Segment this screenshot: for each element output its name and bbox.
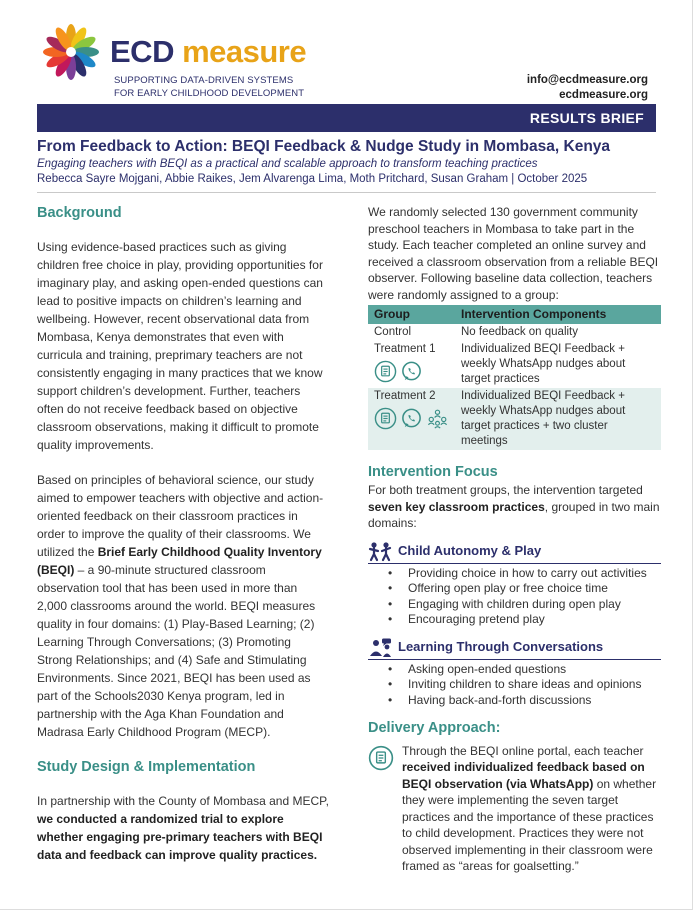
delivery-approach-heading: Delivery Approach: <box>368 720 501 736</box>
study-design-heading: Study Design & Implementation <box>37 759 256 775</box>
whatsapp-icon <box>400 407 423 430</box>
delivery-text-a: Through the BEQI online portal, each teacher <box>402 743 644 758</box>
background-paragraph-1: Using evidence-based practices such as giving children free choice in play, providing opportunities for imaginary play, and asking open-ended questions can lead to positive impacts on children’s learning and wellbeing. However, recent observational data from Mombasa, Kenya demonstrates that even with curricula and training, preprimary teachers are not consistently engaging in many practices that we know support children’s development. Further, teachers often do not receive feedback based on objective classroom observations, making it difficult to promote quality improvements. <box>37 240 323 452</box>
delivery-approach-block <box>368 743 661 877</box>
tagline-line2: FOR EARLY CHILDHOOD DEVELOPMENT <box>114 88 305 99</box>
feedback-report-icon <box>368 745 394 771</box>
header-divider <box>37 192 656 193</box>
table-row <box>368 388 661 450</box>
delivery-approach-text <box>402 743 661 875</box>
children-playing-icon <box>368 542 394 562</box>
study-design-paragraph <box>37 792 329 864</box>
intervention-focus-intro <box>368 482 661 532</box>
page-title: From Feedback to Action: BEQI Feedback & Nudge Study in Mombasa, Kenya <box>37 138 611 155</box>
tagline-line1: SUPPORTING DATA-DRIVEN SYSTEMS <box>114 75 294 86</box>
list-item: • Inviting children to share ideas and opinions <box>388 677 661 693</box>
domain-child-autonomy-title: Child Autonomy & Play <box>398 543 542 559</box>
background-heading: Background <box>37 205 122 221</box>
group-cell: Control <box>374 325 412 338</box>
study-text-a: In partnership with the County of Mombasa and MECP, <box>37 794 329 808</box>
results-brief-banner: RESULTS BRIEF <box>37 104 656 132</box>
table-header-components: Intervention Components <box>455 305 661 324</box>
focus-intro-a: For both treatment groups, the intervention targeted <box>368 483 643 497</box>
list-item: • Asking open-ended questions <box>388 662 661 678</box>
groups-table <box>368 305 661 450</box>
components-cell: Individualized BEQI Feedback + weekly WhatsApp nudges about target practices + two cluster meetings <box>455 388 661 450</box>
list-item: • Having back-and-forth discussions <box>388 693 661 709</box>
domain-child-autonomy-list <box>388 566 661 628</box>
components-cell: Individualized BEQI Feedback + weekly WhatsApp nudges about target practices <box>461 342 626 385</box>
group-cell <box>368 388 455 450</box>
focus-intro-b: , grouped in two main domains: <box>368 499 660 530</box>
page-subtitle: Engaging teachers with BEQI as a practical and scalable approach to transform teaching practices <box>37 158 538 170</box>
brand-ecd: ECD <box>110 34 174 69</box>
group-label: Treatment 2 <box>374 389 436 402</box>
whatsapp-icon <box>400 360 423 383</box>
table-row <box>368 341 661 388</box>
study-selection-paragraph: We randomly selected 130 government community preschool teachers in Mombasa to take part in the study. Each teacher completed an online survey and received a classroom observation from a reliable BEQI observer. Following baseline data collection, teachers were randomly assigned to a group: <box>368 205 659 302</box>
brand-wordmark <box>110 34 306 70</box>
conversation-people-icon <box>368 638 394 658</box>
list-item: • Providing choice in how to carry out activities <box>388 566 661 582</box>
website-link[interactable]: ecdmeasure.org <box>559 89 648 101</box>
intervention-focus-heading: Intervention Focus <box>368 463 498 480</box>
table-header-row <box>368 305 661 324</box>
list-item: • Encouraging pretend play <box>388 612 661 628</box>
brand-measure: measure <box>182 34 307 69</box>
list-item: • Offering open play or free choice time <box>388 581 661 597</box>
right-column <box>368 204 661 877</box>
tagline <box>114 74 304 100</box>
domain-conversations-title: Learning Through Conversations <box>398 639 604 655</box>
components-cell: No feedback on quality <box>461 325 578 338</box>
authors-line: Rebecca Sayre Mojgani, Abbie Raikes, Jem Alvarenga Lima, Moth Pritchard, Susan Graham | October 2025 <box>37 173 588 185</box>
focus-intro-bold: seven key classroom practices <box>368 499 545 514</box>
ecd-measure-logo-icon <box>38 22 104 82</box>
delivery-text-b: on whether they were implementing the seven target practices and the importance of these practices to child development. Practices they were not observed implementing in their classroom were framed as “areas for goalsetting.” <box>402 776 657 873</box>
email-link[interactable]: info@ecdmeasure.org <box>526 74 648 86</box>
bg-p2-text-b: – a 90-minute structured classroom observation tool that has been used in more than 2,000 classrooms around the world. BEQI measures quality in four domains: (1) Play-Based Learning; (2) Learning Through Conversations; (3) Promoting Strong Relationships; and (4) Safe and Stimulating Environments. Since 2021, BEQI has been used as part of the Schools2030 Kenya program, led in partnership with the Aga Khan Foundation and Madrasa Early Childhood Program (MECP). <box>37 563 316 739</box>
bg-p2-text-a: Based on principles of behavioral science, our study aimed to empower teachers with objective and action-oriented feedback on their classroom practices in order to improve the quality of their classrooms. We utilized the <box>37 473 324 559</box>
study-text-bold: we conducted a randomized trial to explore whether engaging pre-primary teachers with BEQI data and feedback can improve quality practices. <box>37 812 323 862</box>
feedback-report-icon <box>374 360 397 383</box>
feedback-report-icon <box>374 407 397 430</box>
treatment1-icons <box>374 360 449 383</box>
table-row <box>368 324 661 341</box>
beqi-definition-bold: Brief Early Childhood Quality Inventory (BEQI) <box>37 545 322 577</box>
domain-conversations-list <box>388 662 661 709</box>
left-column <box>37 204 329 881</box>
domain-conversations-heading <box>368 638 661 660</box>
delivery-text-bold: received individualized feedback based on BEQI observation (via WhatsApp) <box>402 760 645 791</box>
domain-child-autonomy-heading <box>368 542 661 564</box>
group-label: Treatment 1 <box>374 342 436 355</box>
group-cell <box>368 341 455 388</box>
table-header-group: Group <box>368 305 455 324</box>
cluster-meeting-icon <box>426 407 449 430</box>
list-item: • Engaging with children during open play <box>388 597 661 613</box>
contact-info <box>527 73 648 103</box>
background-paragraph-2 <box>37 471 329 741</box>
treatment2-icons <box>374 407 449 430</box>
